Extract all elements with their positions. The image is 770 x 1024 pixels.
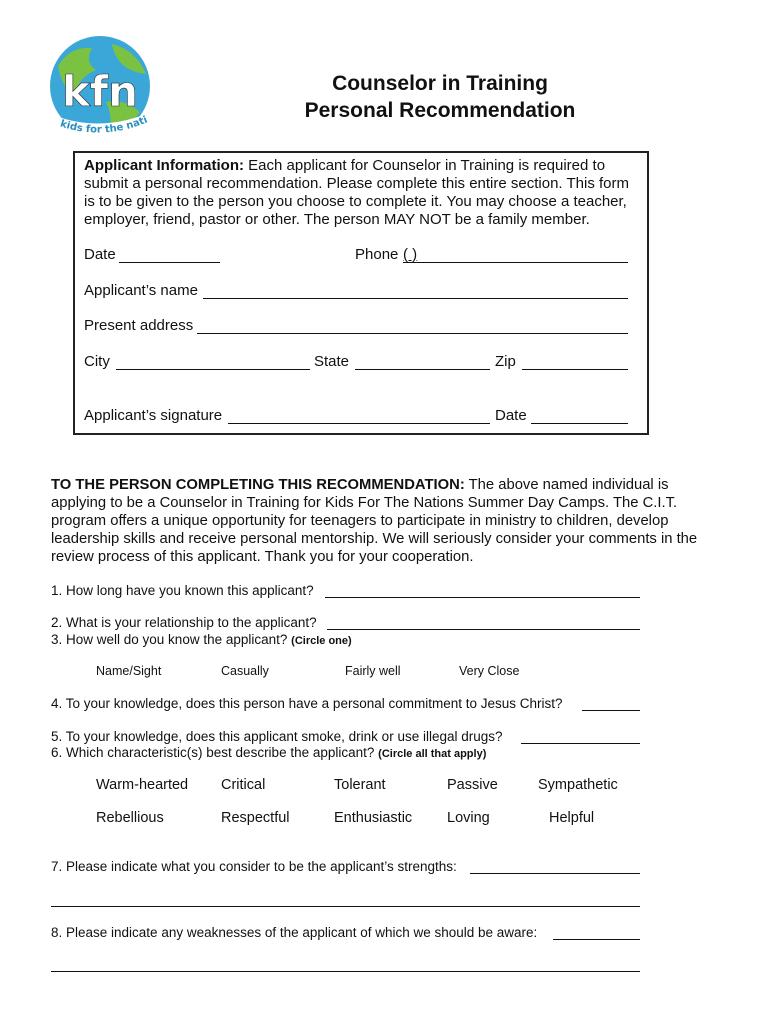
applicant-name-field[interactable] (203, 298, 628, 299)
option-name-sight[interactable]: Name/Sight (96, 664, 162, 678)
option-very-close[interactable]: Very Close (459, 664, 520, 678)
recommender-line-3: program offers a unique opportunity for teenagers to participate in ministry to children, develop (51, 513, 669, 529)
question-3 (51, 632, 352, 647)
answer-1-field[interactable] (325, 597, 640, 598)
recommender-line-1: The above named individual is (464, 477, 669, 493)
logo-letters: kfn (61, 67, 139, 116)
question-6 (51, 745, 486, 760)
signature-date-label: Date (495, 407, 527, 424)
recommender-intro (51, 476, 751, 566)
city-label: City (84, 353, 110, 370)
applicant-intro-line-1: Each applicant for Counselor in Training is required to (244, 157, 606, 174)
trait-passive[interactable]: Passive (447, 777, 498, 793)
phone-label: Phone (355, 246, 399, 263)
recommender-line-4: leadership skills and receive personal mentorship. We will seriously consider your comments in the (51, 531, 698, 547)
signature-date-field[interactable] (531, 423, 628, 424)
question-8: 8. Please indicate any weaknesses of the applicant of which we should be aware: (51, 925, 538, 940)
present-address-label: Present address (84, 317, 194, 334)
trait-sympathetic[interactable]: Sympathetic (538, 777, 618, 793)
applicant-intro-line-4: employer, friend, pastor or other. The person MAY NOT be a family member. (84, 211, 590, 228)
zip-label: Zip (495, 353, 516, 370)
question-6-note: (Circle all that apply) (378, 748, 487, 760)
applicant-intro-line-2: submit a personal recommendation. Please complete this entire section. This form (84, 175, 629, 192)
zip-field[interactable] (522, 369, 628, 370)
question-6-text: 6. Which characteristic(s) best describe the applicant? (51, 745, 375, 760)
answer-8-line-2[interactable] (51, 971, 640, 972)
city-field[interactable] (116, 369, 310, 370)
trait-critical[interactable]: Critical (221, 777, 266, 793)
date-label: Date (84, 246, 116, 263)
answer-5-field[interactable] (521, 743, 640, 744)
applicant-intro-bold: Applicant Information: (84, 157, 244, 174)
recommender-heading: TO THE PERSON COMPLETING THIS RECOMMENDATION: (51, 477, 465, 493)
phone-field[interactable] (403, 262, 628, 263)
state-label: State (314, 353, 350, 370)
present-address-field[interactable] (197, 333, 628, 334)
question-3-text: 3. How well do you know the applicant? (51, 632, 288, 647)
state-field[interactable] (355, 369, 490, 370)
applicant-intro (84, 157, 644, 229)
option-casually[interactable]: Casually (221, 664, 269, 678)
answer-4-field[interactable] (582, 710, 640, 711)
trait-loving[interactable]: Loving (447, 810, 490, 826)
title-line-2: Personal Recommendation (304, 99, 576, 122)
applicant-signature-label: Applicant’s signature (84, 407, 223, 424)
trait-respectful[interactable]: Respectful (221, 810, 290, 826)
answer-2-field[interactable] (327, 629, 640, 630)
logo-tagline: kids for the nati (58, 114, 150, 136)
trait-rebellious[interactable]: Rebellious (96, 810, 164, 826)
applicant-intro-line-3: is to be given to the person you choose to complete it. You may choose a teacher, (84, 193, 627, 210)
kfn-logo (44, 36, 156, 144)
recommender-line-2: applying to be a Counselor in Training for Kids For The Nations Summer Day Camps. The C.I.T. (51, 495, 678, 511)
question-4: 4. To your knowledge, does this person have a personal commitment to Jesus Christ? (51, 696, 563, 711)
question-3-note: (Circle one) (291, 635, 352, 647)
answer-7-field[interactable] (470, 873, 640, 874)
trait-enthusiastic[interactable]: Enthusiastic (334, 810, 413, 826)
trait-warm-hearted[interactable]: Warm-hearted (96, 777, 189, 793)
question-5: 5. To your knowledge, does this applicant smoke, drink or use illegal drugs? (51, 729, 503, 744)
applicant-name-label: Applicant’s name (84, 282, 198, 299)
question-7: 7. Please indicate what you consider to be the applicant’s strengths: (51, 859, 457, 874)
date-field[interactable] (119, 262, 220, 263)
phone-area-code: ( ) (403, 246, 418, 263)
question-1: 1. How long have you known this applicant? (51, 583, 314, 598)
page-title (250, 70, 630, 124)
question-2: 2. What is your relationship to the applicant? (51, 615, 317, 630)
applicant-signature-field[interactable] (228, 423, 490, 424)
answer-7-line-2[interactable] (51, 906, 640, 907)
trait-tolerant[interactable]: Tolerant (334, 777, 386, 793)
answer-8-field[interactable] (553, 939, 640, 940)
title-line-1: Counselor in Training (332, 72, 548, 95)
trait-helpful[interactable]: Helpful (549, 810, 595, 826)
option-fairly-well[interactable]: Fairly well (345, 664, 401, 678)
recommender-line-5: review process of this applicant. Thank you for your cooperation. (51, 549, 474, 565)
